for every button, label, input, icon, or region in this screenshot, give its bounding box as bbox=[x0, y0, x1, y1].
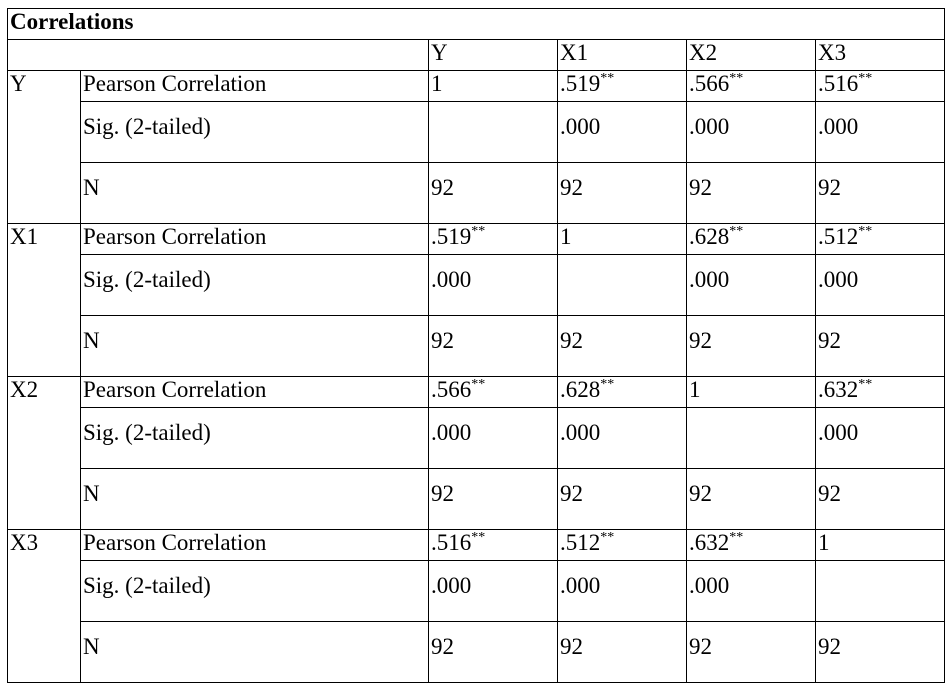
value-cell: .000 bbox=[429, 408, 558, 469]
value-cell bbox=[558, 377, 687, 408]
significance-marker: ** bbox=[729, 530, 744, 545]
value-cell: 92 bbox=[816, 622, 945, 683]
statistic-label: N bbox=[81, 622, 429, 683]
value-cell bbox=[429, 530, 558, 561]
value-cell: .000 bbox=[558, 408, 687, 469]
value-cell: 92 bbox=[558, 469, 687, 530]
value-cell bbox=[816, 377, 945, 408]
header-corner bbox=[8, 40, 429, 71]
value-cell bbox=[429, 102, 558, 163]
value-cell bbox=[558, 255, 687, 316]
table-row bbox=[8, 377, 945, 408]
value-cell: .000 bbox=[816, 255, 945, 316]
correlation-value: .516 bbox=[431, 530, 472, 555]
value-cell: .000 bbox=[687, 255, 816, 316]
correlation-value: .519 bbox=[431, 224, 472, 249]
column-header: X1 bbox=[558, 40, 687, 71]
table-body bbox=[8, 71, 945, 683]
correlation-value: 1 bbox=[431, 71, 443, 96]
correlation-value: .632 bbox=[689, 530, 730, 555]
table-title: Correlations bbox=[8, 9, 945, 40]
value-cell: 92 bbox=[558, 316, 687, 377]
value-cell: .000 bbox=[558, 102, 687, 163]
correlation-value: 1 bbox=[689, 377, 701, 402]
row-variable-label: X2 bbox=[8, 377, 81, 530]
value-cell: 92 bbox=[816, 469, 945, 530]
significance-marker: ** bbox=[600, 71, 615, 86]
correlation-value: .632 bbox=[818, 377, 859, 402]
value-cell: 92 bbox=[558, 622, 687, 683]
table-row bbox=[8, 408, 945, 469]
statistic-label: Sig. (2-tailed) bbox=[81, 255, 429, 316]
row-variable-label: X3 bbox=[8, 530, 81, 683]
statistic-label: Sig. (2-tailed) bbox=[81, 102, 429, 163]
correlation-value: .566 bbox=[431, 377, 472, 402]
column-header: Y bbox=[429, 40, 558, 71]
correlation-value: .566 bbox=[689, 71, 730, 96]
correlation-value: .628 bbox=[560, 377, 601, 402]
row-variable-label: X1 bbox=[8, 224, 81, 377]
value-cell bbox=[429, 224, 558, 255]
table-row bbox=[8, 316, 945, 377]
correlation-value: .628 bbox=[689, 224, 730, 249]
value-cell: 92 bbox=[816, 316, 945, 377]
significance-marker: ** bbox=[729, 71, 744, 86]
correlation-value: .512 bbox=[560, 530, 601, 555]
value-cell: 92 bbox=[558, 163, 687, 224]
row-variable-label: Y bbox=[8, 71, 81, 224]
table-row bbox=[8, 224, 945, 255]
value-cell: .000 bbox=[558, 561, 687, 622]
header-row bbox=[8, 40, 945, 71]
value-cell: .000 bbox=[429, 255, 558, 316]
value-cell bbox=[816, 71, 945, 102]
table-row bbox=[8, 71, 945, 102]
value-cell: 92 bbox=[687, 163, 816, 224]
value-cell bbox=[558, 224, 687, 255]
significance-marker: ** bbox=[858, 224, 873, 239]
significance-marker: ** bbox=[471, 224, 486, 239]
table-row bbox=[8, 530, 945, 561]
value-cell: 92 bbox=[429, 469, 558, 530]
column-header: X2 bbox=[687, 40, 816, 71]
significance-marker: ** bbox=[729, 224, 744, 239]
correlation-value: .519 bbox=[560, 71, 601, 96]
value-cell: .000 bbox=[687, 561, 816, 622]
statistic-label: N bbox=[81, 163, 429, 224]
table-row bbox=[8, 561, 945, 622]
significance-marker: ** bbox=[858, 377, 873, 392]
value-cell bbox=[429, 71, 558, 102]
value-cell bbox=[687, 71, 816, 102]
value-cell: 92 bbox=[429, 316, 558, 377]
statistic-label: N bbox=[81, 469, 429, 530]
value-cell: .000 bbox=[816, 408, 945, 469]
value-cell bbox=[558, 71, 687, 102]
value-cell: 92 bbox=[687, 469, 816, 530]
column-header: X3 bbox=[816, 40, 945, 71]
table-row bbox=[8, 255, 945, 316]
value-cell bbox=[816, 561, 945, 622]
significance-marker: ** bbox=[471, 377, 486, 392]
value-cell bbox=[687, 530, 816, 561]
value-cell: .000 bbox=[687, 102, 816, 163]
value-cell: 92 bbox=[687, 622, 816, 683]
correlation-value: .512 bbox=[818, 224, 859, 249]
value-cell: 92 bbox=[687, 316, 816, 377]
statistic-label: Pearson Correlation bbox=[81, 530, 429, 561]
value-cell: 92 bbox=[816, 163, 945, 224]
statistic-label: Sig. (2-tailed) bbox=[81, 408, 429, 469]
value-cell: .000 bbox=[429, 561, 558, 622]
correlation-value: 1 bbox=[560, 224, 572, 249]
statistic-label: Pearson Correlation bbox=[81, 377, 429, 408]
statistic-label: N bbox=[81, 316, 429, 377]
value-cell bbox=[687, 224, 816, 255]
correlations-table bbox=[7, 8, 945, 683]
significance-marker: ** bbox=[858, 71, 873, 86]
value-cell bbox=[558, 530, 687, 561]
table-row bbox=[8, 102, 945, 163]
significance-marker: ** bbox=[471, 530, 486, 545]
value-cell bbox=[816, 530, 945, 561]
correlation-value: 1 bbox=[818, 530, 830, 555]
significance-marker: ** bbox=[600, 377, 615, 392]
value-cell: 92 bbox=[429, 622, 558, 683]
value-cell bbox=[816, 224, 945, 255]
statistic-label: Pearson Correlation bbox=[81, 71, 429, 102]
table-row bbox=[8, 469, 945, 530]
value-cell bbox=[687, 377, 816, 408]
value-cell bbox=[687, 408, 816, 469]
correlation-value: .516 bbox=[818, 71, 859, 96]
table-row bbox=[8, 622, 945, 683]
statistic-label: Sig. (2-tailed) bbox=[81, 561, 429, 622]
significance-marker: ** bbox=[600, 530, 615, 545]
table-row bbox=[8, 163, 945, 224]
value-cell bbox=[429, 377, 558, 408]
statistic-label: Pearson Correlation bbox=[81, 224, 429, 255]
value-cell: .000 bbox=[816, 102, 945, 163]
value-cell: 92 bbox=[429, 163, 558, 224]
